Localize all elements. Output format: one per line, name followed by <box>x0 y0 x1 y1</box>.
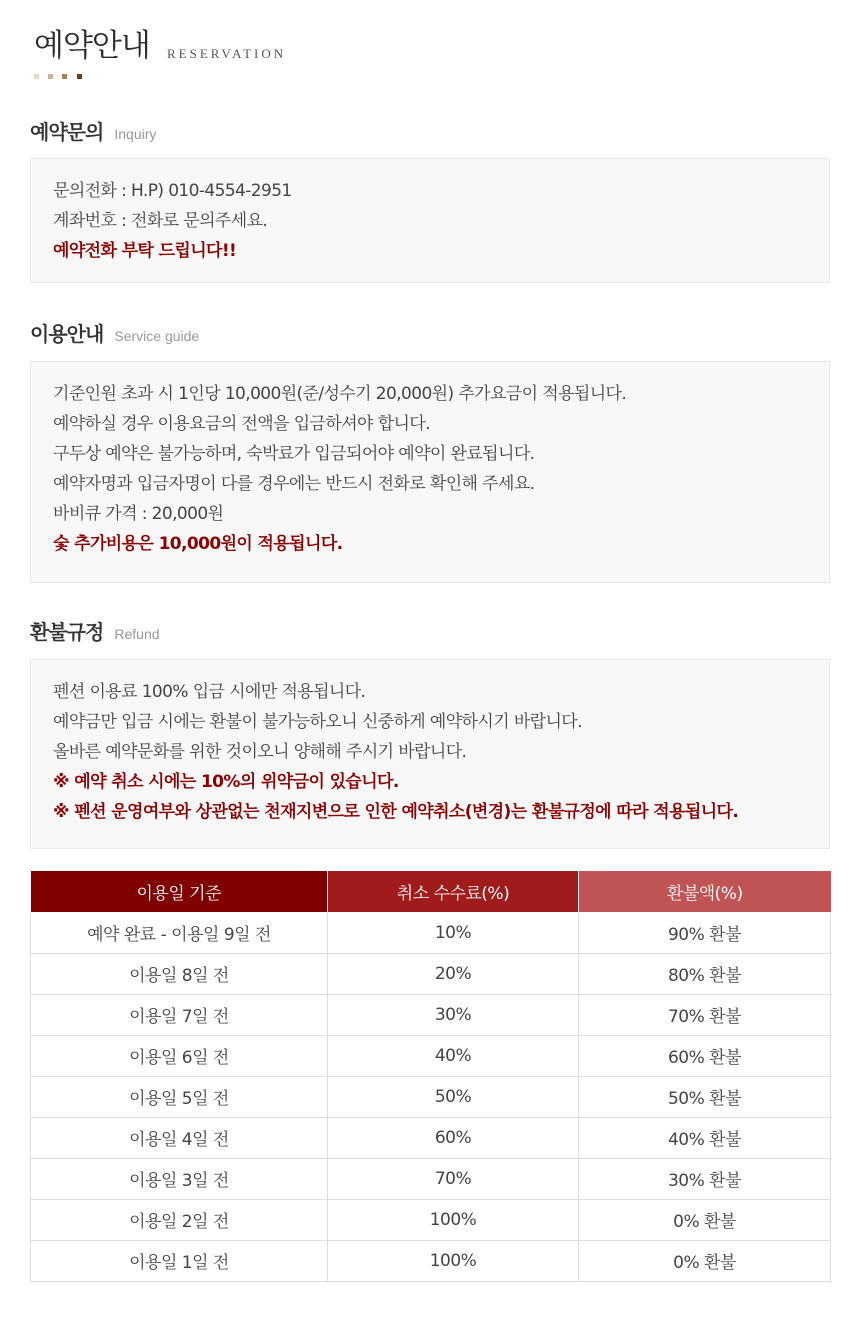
service-heading <box>30 318 199 347</box>
inquiry-account: 계좌번호 : 전화로 문의주세요. <box>53 211 268 231</box>
service-subtitle: Service guide <box>114 328 200 344</box>
cell-usage-date: 이용일 5일 전 <box>31 1076 328 1117</box>
table-row <box>31 1240 831 1281</box>
cell-usage-date: 이용일 1일 전 <box>31 1240 328 1281</box>
table-row <box>31 1076 831 1117</box>
cell-cancel-fee: 70% <box>328 1158 579 1199</box>
cell-cancel-fee: 60% <box>328 1117 579 1158</box>
page-title: 예약안내 <box>34 28 150 64</box>
inquiry-heading <box>30 116 156 145</box>
cell-refund-amount: 30% 환불 <box>579 1158 831 1199</box>
inquiry-phone: 문의전화 : H.P) 010-4554-2951 <box>53 181 292 201</box>
cell-usage-date: 이용일 2일 전 <box>31 1199 328 1240</box>
decorative-dots <box>34 74 94 79</box>
cell-usage-date: 이용일 3일 전 <box>31 1158 328 1199</box>
cell-cancel-fee: 50% <box>328 1076 579 1117</box>
cell-refund-amount: 70% 환불 <box>579 994 831 1035</box>
cell-refund-amount: 40% 환불 <box>579 1117 831 1158</box>
refund-line: 펜션 이용료 100% 입금 시에만 적용됩니다. <box>53 682 366 702</box>
cell-cancel-fee: 40% <box>328 1035 579 1076</box>
table-row <box>31 1199 831 1240</box>
header-usage-date: 이용일 기준 <box>31 871 328 912</box>
cell-refund-amount: 80% 환불 <box>579 953 831 994</box>
page-subtitle: RESERVATION <box>167 46 287 61</box>
table-row <box>31 1035 831 1076</box>
service-title: 이용안내 <box>30 322 104 346</box>
refund-emphasis: ※ 예약 취소 시에는 10%의 위약금이 있습니다. <box>53 772 399 792</box>
table-row <box>31 1158 831 1199</box>
cell-refund-amount: 90% 환불 <box>579 912 831 953</box>
cell-refund-amount: 50% 환불 <box>579 1076 831 1117</box>
refund-subtitle: Refund <box>114 626 160 642</box>
service-line: 바비큐 가격 : 20,000원 <box>53 504 224 524</box>
header-cancel-fee: 취소 수수료(%) <box>328 871 579 912</box>
cell-refund-amount: 0% 환불 <box>579 1199 831 1240</box>
cell-usage-date: 예약 완료 - 이용일 9일 전 <box>31 912 328 953</box>
inquiry-box <box>30 158 830 283</box>
inquiry-title: 예약문의 <box>30 120 104 144</box>
table-row <box>31 912 831 953</box>
inquiry-emphasis: 예약전화 부탁 드립니다!! <box>53 241 237 261</box>
header-refund-amount: 환불액(%) <box>579 871 831 912</box>
table-row <box>31 994 831 1035</box>
decor-dot <box>62 74 67 79</box>
service-line: 예약하실 경우 이용요금의 전액을 입금하셔야 합니다. <box>53 414 430 434</box>
table-row <box>31 1117 831 1158</box>
refund-line: 예약금만 입금 시에는 환불이 불가능하오니 신중하게 예약하시기 바랍니다. <box>53 712 582 732</box>
service-emphasis: 숯 추가비용은 10,000원이 적용됩니다. <box>53 534 343 554</box>
table-row <box>31 953 831 994</box>
cell-cancel-fee: 100% <box>328 1240 579 1281</box>
service-line: 예약자명과 입금자명이 다를 경우에는 반드시 전화로 확인해 주세요. <box>53 474 535 494</box>
refund-heading <box>30 616 160 645</box>
refund-title: 환불규정 <box>30 620 104 644</box>
decor-dot <box>34 74 39 79</box>
cell-cancel-fee: 20% <box>328 953 579 994</box>
refund-box <box>30 659 830 849</box>
cell-cancel-fee: 100% <box>328 1199 579 1240</box>
refund-table <box>30 871 831 1282</box>
service-box <box>30 361 830 583</box>
table-header-row <box>31 871 831 912</box>
cell-refund-amount: 0% 환불 <box>579 1240 831 1281</box>
decor-dot <box>77 74 82 79</box>
service-line: 구두상 예약은 불가능하며, 숙박료가 입금되어야 예약이 완료됩니다. <box>53 444 535 464</box>
cell-usage-date: 이용일 7일 전 <box>31 994 328 1035</box>
service-line: 기준인원 초과 시 1인당 10,000원(준/성수기 20,000원) 추가요금이 적용됩니다. <box>53 384 627 404</box>
decor-dot <box>48 74 53 79</box>
refund-line: 올바른 예약문화를 위한 것이오니 양해해 주시기 바랍니다. <box>53 742 467 762</box>
refund-emphasis: ※ 펜션 운영여부와 상관없는 천재지변으로 인한 예약취소(변경)는 환불규정에 따라 적용됩니다. <box>53 802 739 822</box>
cell-usage-date: 이용일 8일 전 <box>31 953 328 994</box>
inquiry-subtitle: Inquiry <box>114 126 157 142</box>
cell-usage-date: 이용일 6일 전 <box>31 1035 328 1076</box>
cell-usage-date: 이용일 4일 전 <box>31 1117 328 1158</box>
cell-cancel-fee: 30% <box>328 994 579 1035</box>
cell-cancel-fee: 10% <box>328 912 579 953</box>
cell-refund-amount: 60% 환불 <box>579 1035 831 1076</box>
